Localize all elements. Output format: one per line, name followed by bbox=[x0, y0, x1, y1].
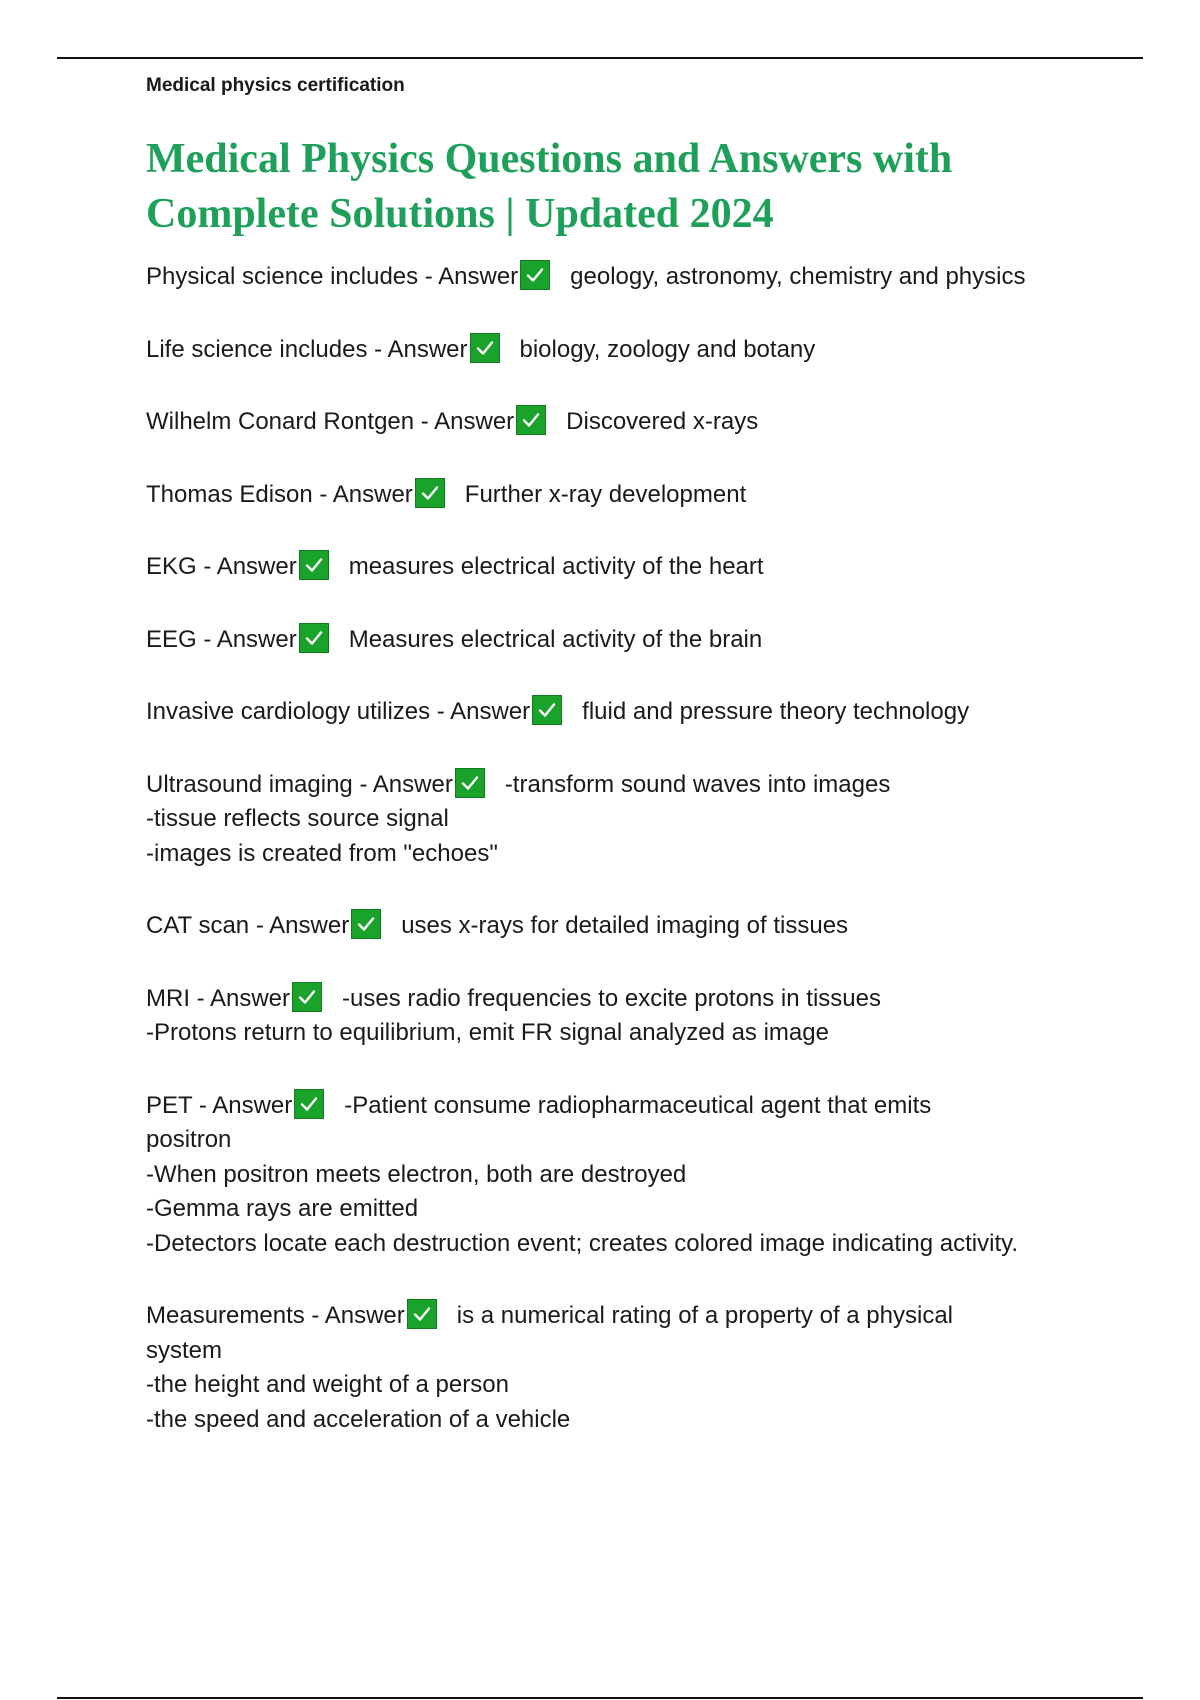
check-mark-icon bbox=[407, 1299, 437, 1329]
question-text: Thomas Edison - Answer bbox=[146, 480, 413, 508]
answer-text: -Patient consume radiopharmaceutical agent that emits bbox=[344, 1091, 932, 1119]
check-mark-icon bbox=[299, 623, 329, 653]
qa-item bbox=[146, 1089, 1126, 1262]
qa-first-line bbox=[146, 260, 1126, 295]
check-mark-icon bbox=[294, 1089, 324, 1119]
qa-first-line bbox=[146, 1089, 1126, 1124]
answer-text: geology, astronomy, chemistry and physics bbox=[570, 263, 1026, 290]
qa-item bbox=[146, 405, 1126, 440]
answer-text: Discovered x-rays bbox=[566, 408, 759, 435]
answer-continuation: -When positron meets electron, both are destroyed bbox=[146, 1160, 687, 1188]
answer-text: -uses radio frequencies to excite protons in tissues bbox=[342, 984, 881, 1012]
question-text: Measurements - Answer bbox=[146, 1302, 405, 1329]
answer-text: measures electrical activity of the heart bbox=[348, 553, 764, 580]
qa-first-line bbox=[146, 982, 1126, 1017]
check-mark-icon bbox=[415, 478, 445, 508]
answer-text: Further x-ray development bbox=[464, 480, 747, 508]
qa-first-line bbox=[146, 478, 1126, 513]
answer-continuation: -the speed and acceleration of a vehicle bbox=[146, 1405, 571, 1433]
document-title-line-2: Complete Solutions | Updated 2024 bbox=[146, 191, 774, 237]
answer-continuation: -images is created from "echoes" bbox=[146, 839, 498, 867]
answer-text: is a numerical rating of a property of a physical bbox=[456, 1302, 954, 1329]
qa-list bbox=[146, 260, 1126, 1437]
qa-item bbox=[146, 623, 1126, 658]
document-header: Medical physics certification bbox=[146, 75, 405, 96]
answer-continuation: positron bbox=[146, 1126, 232, 1153]
question-text: EEG - Answer bbox=[146, 625, 297, 653]
check-mark-icon bbox=[516, 405, 546, 435]
answer-continuation: -tissue reflects source signal bbox=[146, 805, 449, 832]
check-mark-icon bbox=[299, 550, 329, 580]
question-text: CAT scan - Answer bbox=[146, 912, 350, 939]
question-text: PET - Answer bbox=[146, 1091, 293, 1119]
qa-item bbox=[146, 260, 1126, 295]
qa-first-line bbox=[146, 768, 1126, 803]
qa-first-line bbox=[146, 909, 1126, 944]
answer-text: biology, zoology and botany bbox=[519, 335, 816, 363]
qa-first-line bbox=[146, 405, 1126, 440]
qa-item bbox=[146, 1299, 1126, 1437]
qa-first-line bbox=[146, 695, 1126, 730]
document-page bbox=[146, 72, 1126, 1475]
answer-continuation: system bbox=[146, 1336, 223, 1364]
check-mark-icon bbox=[470, 333, 500, 363]
qa-item bbox=[146, 768, 1126, 872]
answer-text: Measures electrical activity of the brain bbox=[348, 625, 763, 653]
answer-text: fluid and pressure theory technology bbox=[582, 698, 970, 725]
question-text: Ultrasound imaging - Answer bbox=[146, 770, 453, 798]
check-mark-icon bbox=[292, 982, 322, 1012]
question-text: EKG - Answer bbox=[146, 553, 297, 580]
document-title bbox=[146, 132, 1126, 242]
check-mark-icon bbox=[520, 260, 550, 290]
check-mark-icon bbox=[455, 768, 485, 798]
answer-continuation: -Gemma rays are emitted bbox=[146, 1195, 419, 1222]
qa-item bbox=[146, 695, 1126, 730]
answer-continuation: -Detectors locate each destruction event; creates colored image indicating activity. bbox=[146, 1229, 1018, 1257]
qa-item bbox=[146, 550, 1126, 585]
qa-item bbox=[146, 333, 1126, 368]
qa-item bbox=[146, 982, 1126, 1051]
answer-continuation: -Protons return to equilibrium, emit FR signal analyzed as image bbox=[146, 1019, 829, 1046]
check-mark-icon bbox=[351, 909, 381, 939]
top-divider bbox=[57, 57, 1143, 59]
answer-continuation: -the height and weight of a person bbox=[146, 1371, 509, 1398]
question-text: Physical science includes - Answer bbox=[146, 263, 519, 290]
qa-first-line bbox=[146, 333, 1126, 368]
bottom-divider bbox=[57, 1697, 1143, 1699]
qa-first-line bbox=[146, 550, 1126, 585]
qa-item bbox=[146, 909, 1126, 944]
question-text: MRI - Answer bbox=[146, 984, 291, 1012]
question-text: Wilhelm Conard Rontgen - Answer bbox=[146, 408, 515, 435]
qa-first-line bbox=[146, 623, 1126, 658]
question-text: Life science includes - Answer bbox=[146, 335, 468, 363]
qa-first-line bbox=[146, 1299, 1126, 1334]
answer-text: -transform sound waves into images bbox=[504, 770, 891, 798]
question-text: Invasive cardiology utilizes - Answer bbox=[146, 698, 531, 725]
answer-text: uses x-rays for detailed imaging of tissues bbox=[401, 912, 849, 939]
check-mark-icon bbox=[532, 695, 562, 725]
qa-item bbox=[146, 478, 1126, 513]
document-title-line-1: Medical Physics Questions and Answers with bbox=[146, 136, 953, 182]
